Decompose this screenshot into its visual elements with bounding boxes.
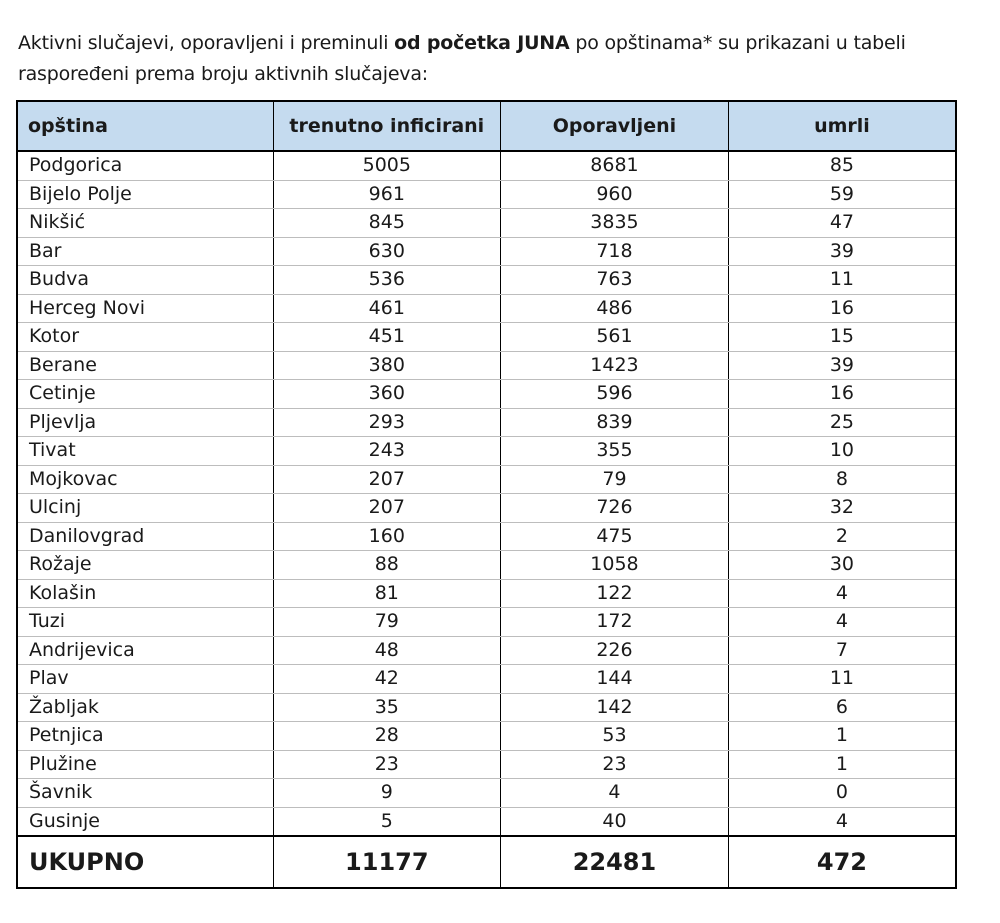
cell-infected: 23 bbox=[273, 750, 501, 779]
cell-municipality: Plav bbox=[17, 665, 273, 694]
cell-recovered: 23 bbox=[501, 750, 729, 779]
intro-text-start: Aktivni slučajevi, oporavljeni i preminuli bbox=[18, 32, 395, 54]
table-row bbox=[17, 693, 956, 722]
cell-recovered: 53 bbox=[501, 722, 729, 751]
table-row bbox=[17, 494, 956, 523]
table-row bbox=[17, 323, 956, 352]
cell-recovered: 144 bbox=[501, 665, 729, 694]
table-row bbox=[17, 579, 956, 608]
table-row bbox=[17, 608, 956, 637]
cell-municipality: Kolašin bbox=[17, 579, 273, 608]
cell-recovered: 718 bbox=[501, 237, 729, 266]
cell-municipality: Budva bbox=[17, 266, 273, 295]
cell-deceased: 10 bbox=[728, 437, 956, 466]
cell-municipality: Ulcinj bbox=[17, 494, 273, 523]
cell-infected: 961 bbox=[273, 180, 501, 209]
cell-infected: 630 bbox=[273, 237, 501, 266]
cell-recovered: 142 bbox=[501, 693, 729, 722]
cell-recovered: 8681 bbox=[501, 151, 729, 180]
cell-deceased: 39 bbox=[728, 237, 956, 266]
total-row bbox=[17, 836, 956, 888]
cell-municipality: Pljevlja bbox=[17, 408, 273, 437]
cell-infected: 28 bbox=[273, 722, 501, 751]
cell-deceased: 25 bbox=[728, 408, 956, 437]
total-infected: 11177 bbox=[273, 836, 501, 888]
total-recovered: 22481 bbox=[501, 836, 729, 888]
cell-recovered: 1058 bbox=[501, 551, 729, 580]
cell-recovered: 4 bbox=[501, 779, 729, 808]
cell-deceased: 4 bbox=[728, 807, 956, 836]
cell-deceased: 11 bbox=[728, 665, 956, 694]
cell-infected: 5 bbox=[273, 807, 501, 836]
cell-recovered: 122 bbox=[501, 579, 729, 608]
cell-infected: 536 bbox=[273, 266, 501, 295]
header-deceased: umrli bbox=[728, 101, 956, 151]
cell-municipality: Mojkovac bbox=[17, 465, 273, 494]
cell-municipality: Plužine bbox=[17, 750, 273, 779]
cell-municipality: Bijelo Polje bbox=[17, 180, 273, 209]
cell-deceased: 4 bbox=[728, 579, 956, 608]
cell-infected: 451 bbox=[273, 323, 501, 352]
cell-municipality: Tuzi bbox=[17, 608, 273, 637]
cell-infected: 207 bbox=[273, 494, 501, 523]
cell-infected: 88 bbox=[273, 551, 501, 580]
cell-infected: 81 bbox=[273, 579, 501, 608]
table-row bbox=[17, 665, 956, 694]
table-footer bbox=[17, 836, 956, 888]
cell-municipality: Petnjica bbox=[17, 722, 273, 751]
intro-text-end: po opštinama* su prikazani u tabeli raspoređeni prema broju aktivnih slučajeva: bbox=[18, 32, 906, 85]
cell-infected: 293 bbox=[273, 408, 501, 437]
cell-deceased: 47 bbox=[728, 209, 956, 238]
table-row bbox=[17, 209, 956, 238]
cell-infected: 5005 bbox=[273, 151, 501, 180]
cell-recovered: 596 bbox=[501, 380, 729, 409]
cell-deceased: 7 bbox=[728, 636, 956, 665]
header-municipality: opština bbox=[17, 101, 273, 151]
municipality-stats-table bbox=[16, 100, 957, 889]
table-header bbox=[17, 101, 956, 151]
cell-deceased: 16 bbox=[728, 294, 956, 323]
table-row bbox=[17, 437, 956, 466]
cell-municipality: Andrijevica bbox=[17, 636, 273, 665]
total-label: UKUPNO bbox=[17, 836, 273, 888]
cell-municipality: Šavnik bbox=[17, 779, 273, 808]
table-row bbox=[17, 551, 956, 580]
cell-municipality: Gusinje bbox=[17, 807, 273, 836]
table-row bbox=[17, 180, 956, 209]
table-row bbox=[17, 807, 956, 836]
cell-deceased: 30 bbox=[728, 551, 956, 580]
cell-infected: 79 bbox=[273, 608, 501, 637]
cell-deceased: 16 bbox=[728, 380, 956, 409]
cell-municipality: Kotor bbox=[17, 323, 273, 352]
cell-infected: 243 bbox=[273, 437, 501, 466]
cell-municipality: Podgorica bbox=[17, 151, 273, 180]
table-row bbox=[17, 465, 956, 494]
header-currently-infected: trenutno inficirani bbox=[273, 101, 501, 151]
cell-deceased: 85 bbox=[728, 151, 956, 180]
cell-deceased: 59 bbox=[728, 180, 956, 209]
table-row bbox=[17, 266, 956, 295]
cell-municipality: Žabljak bbox=[17, 693, 273, 722]
cell-recovered: 475 bbox=[501, 522, 729, 551]
intro-text-bold: od početka JUNA bbox=[394, 32, 570, 54]
table-row bbox=[17, 294, 956, 323]
cell-municipality: Berane bbox=[17, 351, 273, 380]
cell-deceased: 1 bbox=[728, 750, 956, 779]
cell-recovered: 79 bbox=[501, 465, 729, 494]
cell-recovered: 40 bbox=[501, 807, 729, 836]
cell-deceased: 4 bbox=[728, 608, 956, 637]
table-row bbox=[17, 522, 956, 551]
cell-deceased: 15 bbox=[728, 323, 956, 352]
cell-deceased: 11 bbox=[728, 266, 956, 295]
cell-municipality: Danilovgrad bbox=[17, 522, 273, 551]
cell-recovered: 3835 bbox=[501, 209, 729, 238]
cell-infected: 35 bbox=[273, 693, 501, 722]
table-row bbox=[17, 779, 956, 808]
cell-recovered: 1423 bbox=[501, 351, 729, 380]
cell-deceased: 0 bbox=[728, 779, 956, 808]
cell-deceased: 6 bbox=[728, 693, 956, 722]
cell-deceased: 2 bbox=[728, 522, 956, 551]
cell-infected: 845 bbox=[273, 209, 501, 238]
cell-deceased: 8 bbox=[728, 465, 956, 494]
cell-deceased: 32 bbox=[728, 494, 956, 523]
intro-paragraph bbox=[18, 28, 958, 90]
cell-deceased: 39 bbox=[728, 351, 956, 380]
cell-deceased: 1 bbox=[728, 722, 956, 751]
header-row bbox=[17, 101, 956, 151]
cell-recovered: 839 bbox=[501, 408, 729, 437]
cell-municipality: Cetinje bbox=[17, 380, 273, 409]
table-row bbox=[17, 408, 956, 437]
table-row bbox=[17, 722, 956, 751]
table-row bbox=[17, 151, 956, 180]
cell-infected: 9 bbox=[273, 779, 501, 808]
table-row bbox=[17, 750, 956, 779]
cell-municipality: Nikšić bbox=[17, 209, 273, 238]
cell-recovered: 561 bbox=[501, 323, 729, 352]
table-body bbox=[17, 151, 956, 836]
cell-municipality: Rožaje bbox=[17, 551, 273, 580]
table-row bbox=[17, 237, 956, 266]
cell-municipality: Bar bbox=[17, 237, 273, 266]
cell-recovered: 763 bbox=[501, 266, 729, 295]
table-row bbox=[17, 636, 956, 665]
cell-infected: 380 bbox=[273, 351, 501, 380]
header-recovered: Oporavljeni bbox=[501, 101, 729, 151]
cell-recovered: 355 bbox=[501, 437, 729, 466]
cell-infected: 360 bbox=[273, 380, 501, 409]
cell-infected: 48 bbox=[273, 636, 501, 665]
total-deceased: 472 bbox=[728, 836, 956, 888]
cell-recovered: 172 bbox=[501, 608, 729, 637]
cell-recovered: 726 bbox=[501, 494, 729, 523]
cell-municipality: Herceg Novi bbox=[17, 294, 273, 323]
table-row bbox=[17, 380, 956, 409]
cell-infected: 207 bbox=[273, 465, 501, 494]
cell-recovered: 960 bbox=[501, 180, 729, 209]
table-row bbox=[17, 351, 956, 380]
cell-recovered: 226 bbox=[501, 636, 729, 665]
cell-infected: 461 bbox=[273, 294, 501, 323]
cell-municipality: Tivat bbox=[17, 437, 273, 466]
cell-infected: 160 bbox=[273, 522, 501, 551]
cell-infected: 42 bbox=[273, 665, 501, 694]
cell-recovered: 486 bbox=[501, 294, 729, 323]
